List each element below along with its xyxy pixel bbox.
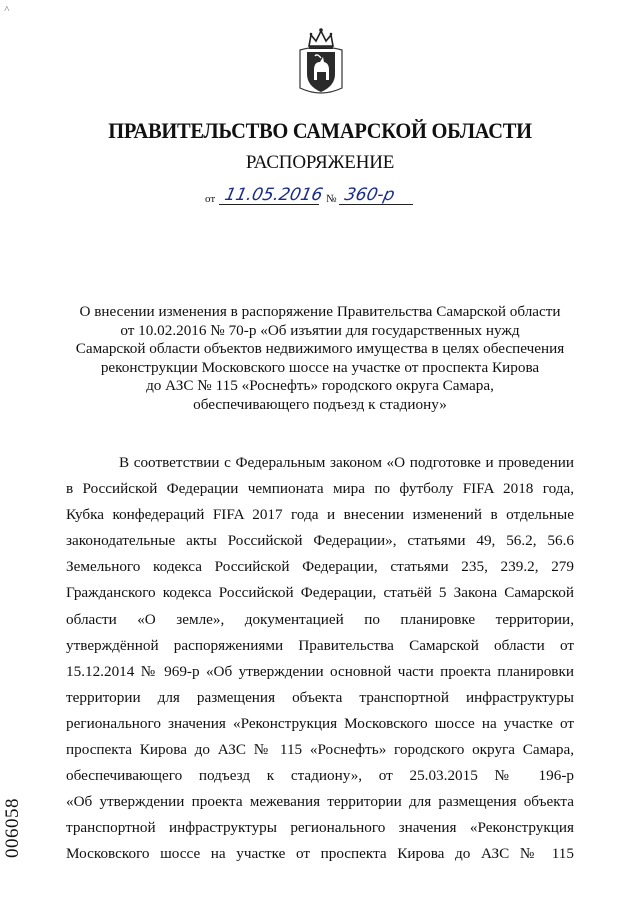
body-line: утверждённой распоряжениями Правительства Самарской области от bbox=[66, 636, 574, 654]
body-line: транспортной инфраструктуры регионального значения «Реконструкция bbox=[66, 819, 574, 837]
number-underline bbox=[339, 204, 413, 205]
date-value: 11.05.2016 bbox=[222, 185, 325, 205]
date-number-line bbox=[205, 185, 435, 209]
subject-line: обеспечивающего подъезд к стадиону» bbox=[193, 395, 447, 413]
body-line: Земельного кодекса Российской Федерации, статьями 235, 239.2, 279 bbox=[66, 558, 574, 576]
subject-line: реконструкции Московского шоссе на участке от проспекта Кирова bbox=[100, 358, 540, 376]
body-line: Гражданского кодекса Российской Федерации, статьёй 5 Закона Самарской bbox=[66, 584, 574, 602]
subject-line: до АЗС № 115 «Роснефть» городского округа Самара, bbox=[146, 377, 494, 395]
body-line: обеспечивающего подъезд к стадиону», от 25.03.2015 № 196-р bbox=[66, 767, 574, 785]
subject-line: Самарской области объектов недвижимого имущества в целях обеспечения bbox=[75, 340, 565, 358]
body-line: В соответствии с Федеральным законом «О подготовке и проведении bbox=[119, 454, 574, 471]
document-type: РАСПОРЯЖЕНИЕ bbox=[245, 152, 395, 173]
date-underline bbox=[219, 204, 319, 205]
body-line: в Российской Федерации чемпионата мира по футболу FIFA 2018 года, bbox=[66, 480, 574, 498]
body-line: проспекта Кирова до АЗС № 115 «Роснефть» городского округа Самара, bbox=[66, 741, 574, 759]
body-line: законодательные акты Российской Федерации», статьями 49, 56.2, 56.6 bbox=[66, 532, 574, 550]
government-title: ПРАВИТЕЛЬСТВО САМАРСКОЙ ОБЛАСТИ bbox=[108, 118, 532, 143]
subject-line: от 10.02.2016 № 70-р «Об изъятии для государственных нужд bbox=[120, 321, 520, 339]
document-subject bbox=[60, 303, 580, 415]
body-line: Кубка конфедераций FIFA 2017 года и внесении изменений в отдельные bbox=[66, 506, 574, 524]
body-line: «Об утверждении проекта межевания территории для размещения объекта bbox=[66, 793, 574, 811]
side-registration-number: 006058 bbox=[2, 798, 23, 858]
body-line: 15.12.2014 № 969-р «Об утверждении основной части проекта планировки bbox=[66, 662, 574, 680]
subject-line: О внесении изменения в распоряжение Правительства Самарской области bbox=[79, 303, 561, 320]
date-prefix: от bbox=[205, 193, 216, 205]
body-line: территории для размещения объекта транспортной инфраструктуры bbox=[66, 688, 574, 706]
samara-coat-of-arms-icon bbox=[296, 26, 346, 98]
corner-mark: ˄ bbox=[4, 4, 10, 15]
number-value: 360-р bbox=[342, 185, 397, 205]
document-body bbox=[66, 450, 574, 868]
number-prefix: № bbox=[326, 193, 337, 205]
body-line: области «О земле», документацией по планировке территории, bbox=[66, 610, 574, 628]
body-line: Московского шоссе на участке от проспекта Кирова до АЗС № 115 bbox=[66, 845, 574, 863]
body-line: регионального значения «Реконструкция Московского шоссе на участке от bbox=[66, 714, 574, 732]
